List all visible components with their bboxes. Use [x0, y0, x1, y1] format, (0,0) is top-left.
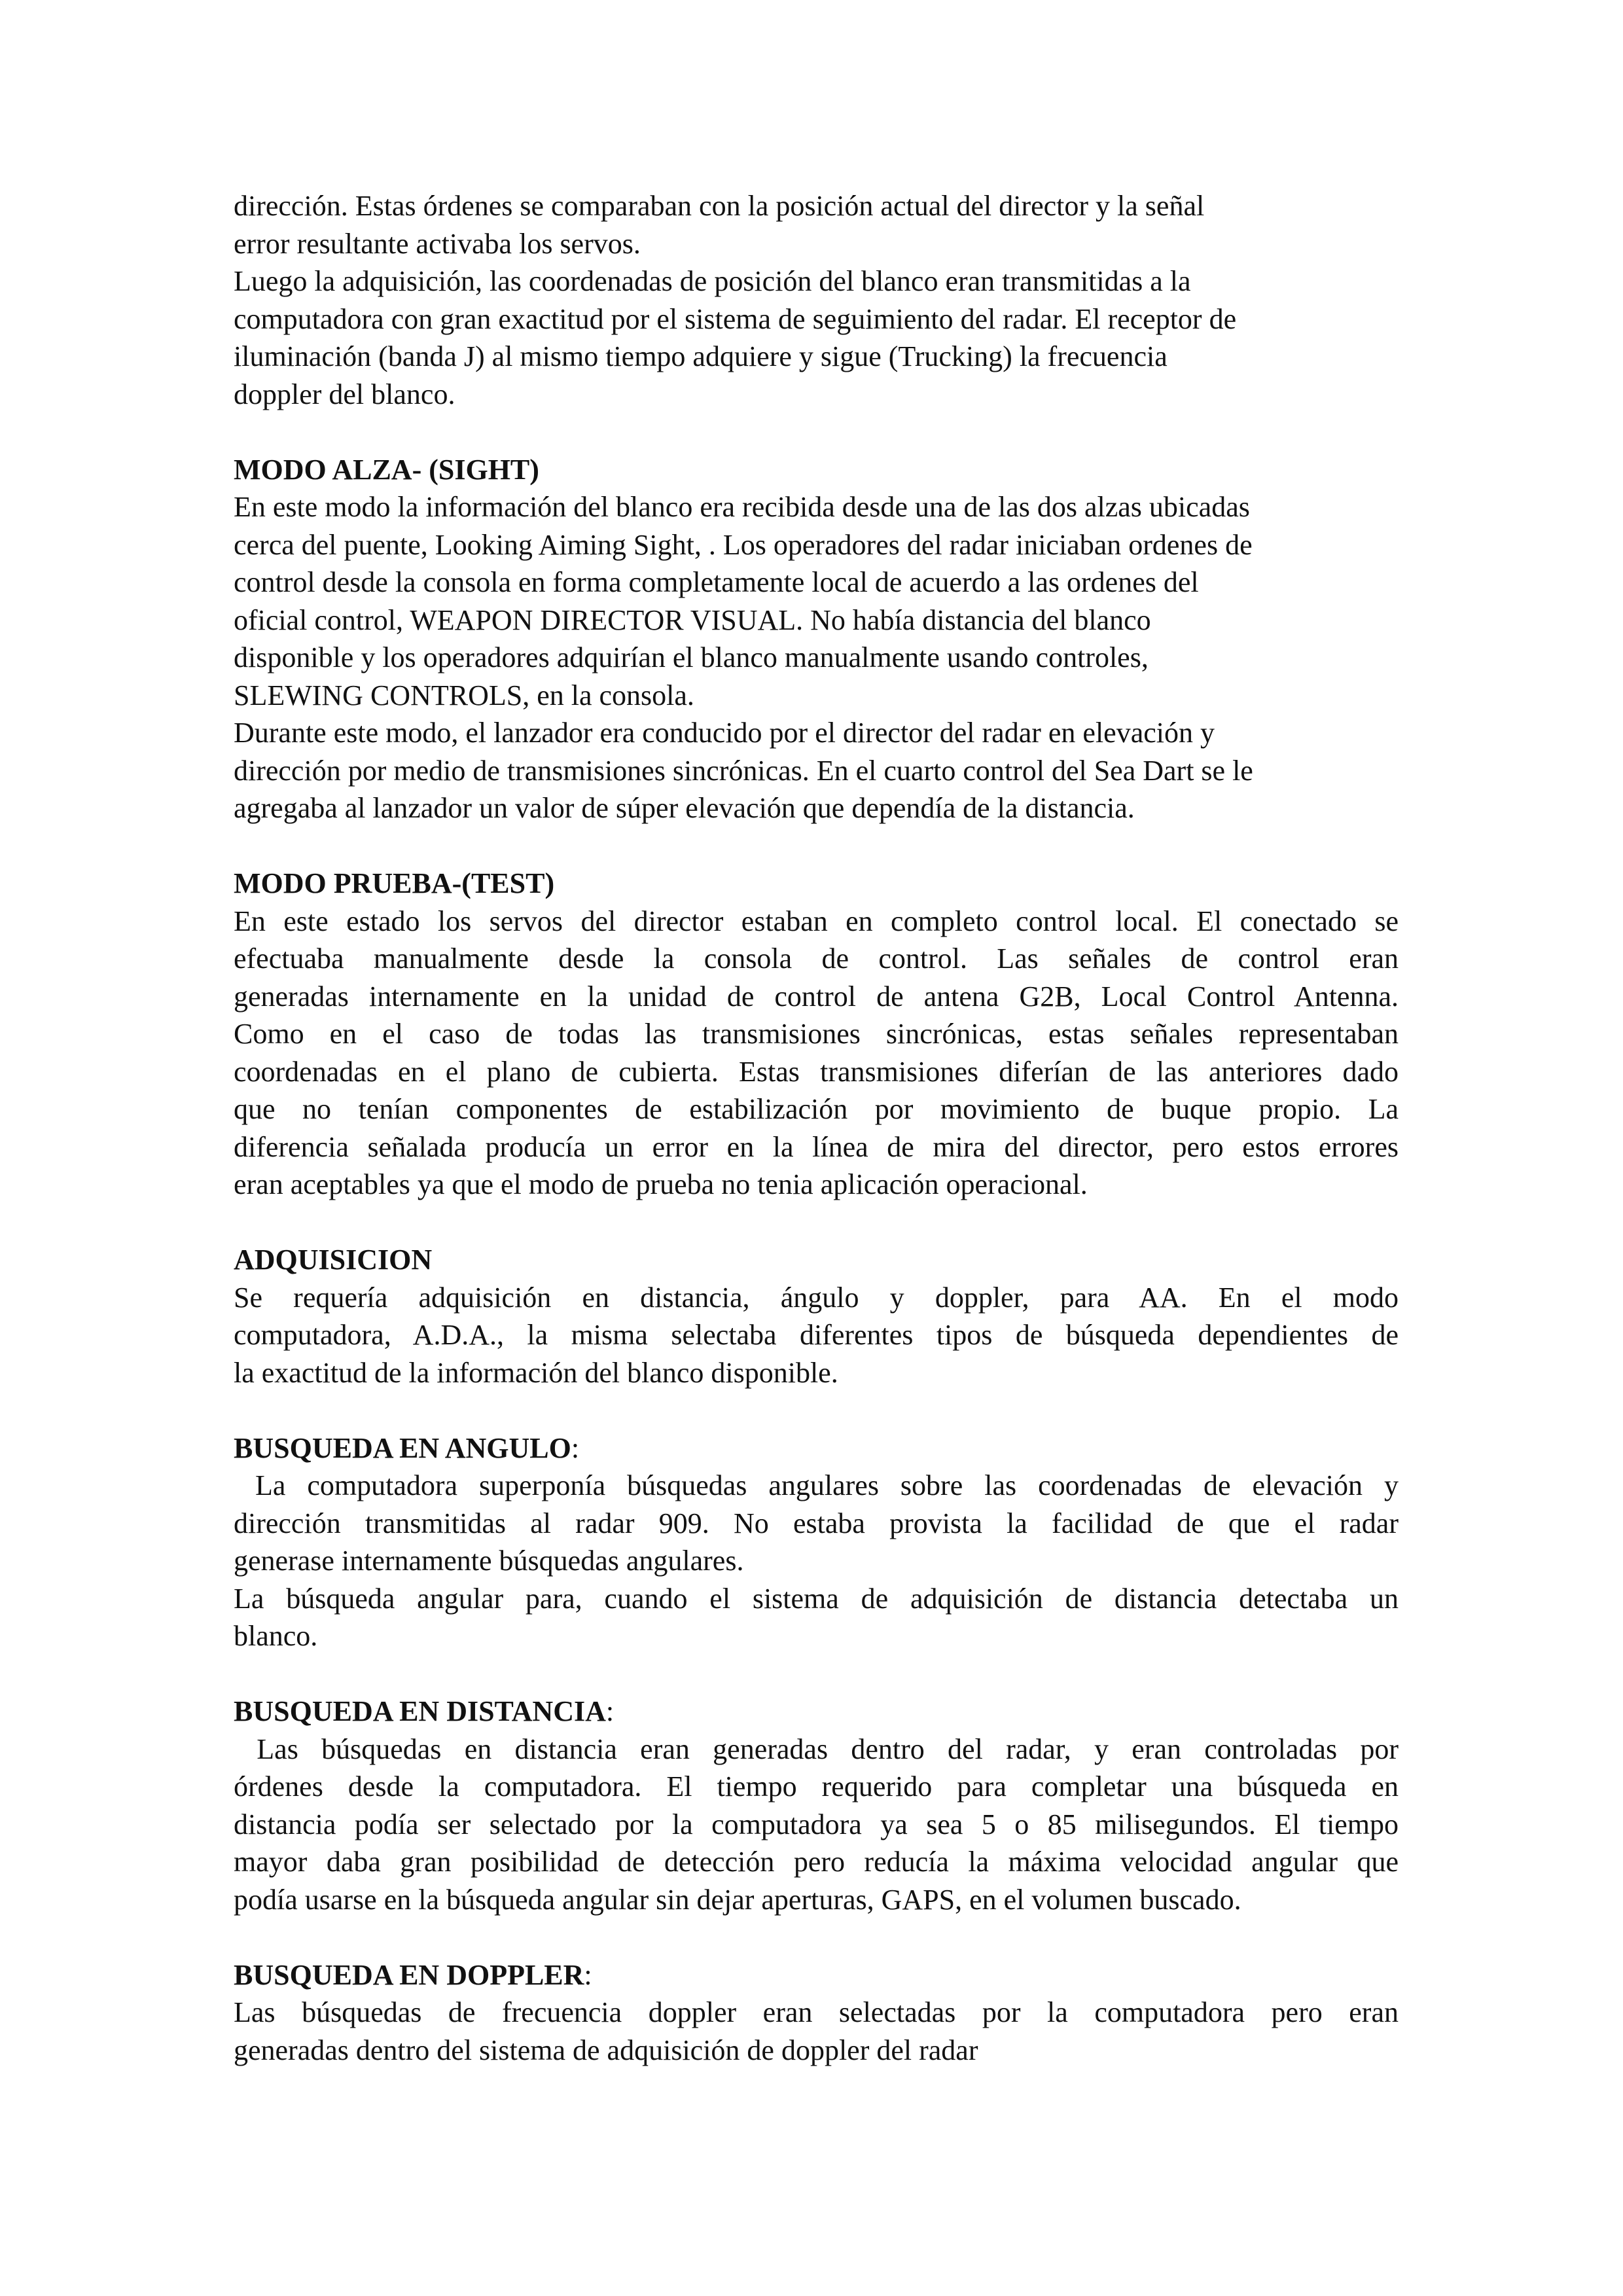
section-body — [234, 488, 1399, 827]
text-line: oficial control, WEAPON DIRECTOR VISUAL. No había distancia del blanco — [234, 603, 1151, 636]
text-line: la exactitud de la información del blanco disponible. — [234, 1356, 838, 1389]
text-line: Las búsquedas de frecuencia doppler eran selectadas por la computadora pero eran — [234, 1996, 1399, 2028]
text-line: control desde la consola en forma completamente local de acuerdo a las ordenes del — [234, 566, 1199, 598]
text-line: podía usarse en la búsqueda angular sin dejar aperturas, GAPS, en el volumen buscado. — [234, 1883, 1241, 1916]
text-line: generase internamente búsquedas angulares. — [234, 1545, 744, 1577]
text-line: distancia podía ser selectado por la computadora ya sea 5 o 85 milisegundos. El tiempo — [234, 1808, 1399, 1840]
section-body — [234, 1731, 1399, 1919]
text-line: órdenes desde la computadora. El tiempo requerido para completar una búsqueda en — [234, 1770, 1399, 1803]
text-line: disponible y los operadores adquirían el blanco manualmente usando controles, — [234, 641, 1149, 673]
text-line: doppler del blanco. — [234, 378, 455, 410]
text-line: dirección transmitidas al radar 909. No estaba provista la facilidad de que el radar — [234, 1507, 1399, 1539]
text-line: mayor daba gran posibilidad de detección pero reducía la máxima velocidad angular que — [234, 1846, 1399, 1878]
section-body — [234, 1467, 1399, 1655]
text-line: En este modo la información del blanco era recibida desde una de las dos alzas ubicadas — [234, 491, 1250, 523]
page-content — [234, 187, 1399, 2069]
text-line: blanco. — [234, 1620, 318, 1652]
section-busqueda-doppler — [234, 1956, 1399, 2070]
section-heading: ADQUISICION — [234, 1244, 433, 1276]
heading-colon: : — [584, 1958, 592, 1991]
text-line: generadas internamente en la unidad de control de antena G2B, Local Control Antenna. — [234, 980, 1399, 1013]
section-heading: MODO PRUEBA-(TEST) — [234, 867, 555, 899]
text-line: eran aceptables ya que el modo de prueba no tenia aplicación operacional. — [234, 1168, 1088, 1200]
text-line: cerca del puente, Looking Aiming Sight, . Los operadores del radar iniciaban ordenes de — [234, 528, 1253, 561]
text-line: La computadora superponía búsquedas angulares sobre las coordenadas de elevación y — [234, 1469, 1399, 1501]
section-busqueda-angulo — [234, 1429, 1399, 1655]
section-body — [234, 1279, 1399, 1392]
section-modo-alza — [234, 451, 1399, 827]
text-line: que no tenían componentes de estabilización por movimiento de buque propio. La — [234, 1093, 1399, 1125]
text-line: La búsqueda angular para, cuando el sistema de adquisición de distancia detectaba un — [234, 1582, 1399, 1615]
section-heading — [234, 1693, 1399, 1731]
section-modo-prueba — [234, 865, 1399, 1204]
text-line: coordenadas en el plano de cubierta. Estas transmisiones diferían de las anteriores dado — [234, 1055, 1399, 1088]
section-body — [234, 903, 1399, 1204]
section-body — [234, 1994, 1399, 2069]
text-line: Durante este modo, el lanzador era conducido por el director del radar en elevación y — [234, 717, 1215, 749]
text-line: Las búsquedas en distancia eran generadas dentro del radar, y eran controladas por — [234, 1732, 1399, 1765]
text-line: computadora con gran exactitud por el sistema de seguimiento del radar. El receptor de — [234, 302, 1237, 335]
heading-colon: : — [571, 1431, 580, 1464]
section-busqueda-distancia — [234, 1693, 1399, 1918]
heading-text: BUSQUEDA EN DOPPLER — [234, 1958, 584, 1991]
text-line: Luego la adquisición, las coordenadas de posición del blanco eran transmitidas a la — [234, 265, 1191, 297]
text-line: dirección. Estas órdenes se comparaban con la posición actual del director y la señal — [234, 190, 1205, 222]
text-line: generadas dentro del sistema de adquisición de doppler del radar — [234, 2034, 978, 2066]
text-line: Como en el caso de todas las transmisiones sincrónicas, estas señales representaban — [234, 1018, 1399, 1050]
text-line: iluminación (banda J) al mismo tiempo adquiere y sigue (Trucking) la frecuencia — [234, 340, 1168, 372]
text-line: SLEWING CONTROLS, en la consola. — [234, 679, 694, 711]
text-line: computadora, A.D.A., la misma selectaba diferentes tipos de búsqueda dependientes de — [234, 1319, 1399, 1351]
text-line: error resultante activaba los servos. — [234, 227, 641, 260]
section-heading: MODO ALZA- (SIGHT) — [234, 453, 539, 486]
text-line: diferencia señalada producía un error en la línea de mira del director, pero estos errores — [234, 1130, 1399, 1163]
intro-paragraph — [234, 187, 1399, 413]
heading-text: BUSQUEDA EN ANGULO — [234, 1431, 571, 1464]
heading-text: BUSQUEDA EN DISTANCIA — [234, 1695, 606, 1727]
text-line: agregaba al lanzador un valor de súper elevación que dependía de la distancia. — [234, 792, 1135, 824]
section-heading — [234, 1429, 1399, 1467]
heading-colon: : — [605, 1695, 615, 1727]
text-line: Se requería adquisición en distancia, ángulo y doppler, para AA. En el modo — [234, 1281, 1399, 1314]
section-adquisicion — [234, 1241, 1399, 1391]
section-heading — [234, 1956, 1399, 1994]
text-line: efectuaba manualmente desde la consola de control. Las señales de control eran — [234, 942, 1399, 975]
text-line: En este estado los servos del director estaban en completo control local. El conectado se — [234, 905, 1399, 937]
text-line: dirección por medio de transmisiones sincrónicas. En el cuarto control del Sea Dart se le — [234, 754, 1253, 787]
